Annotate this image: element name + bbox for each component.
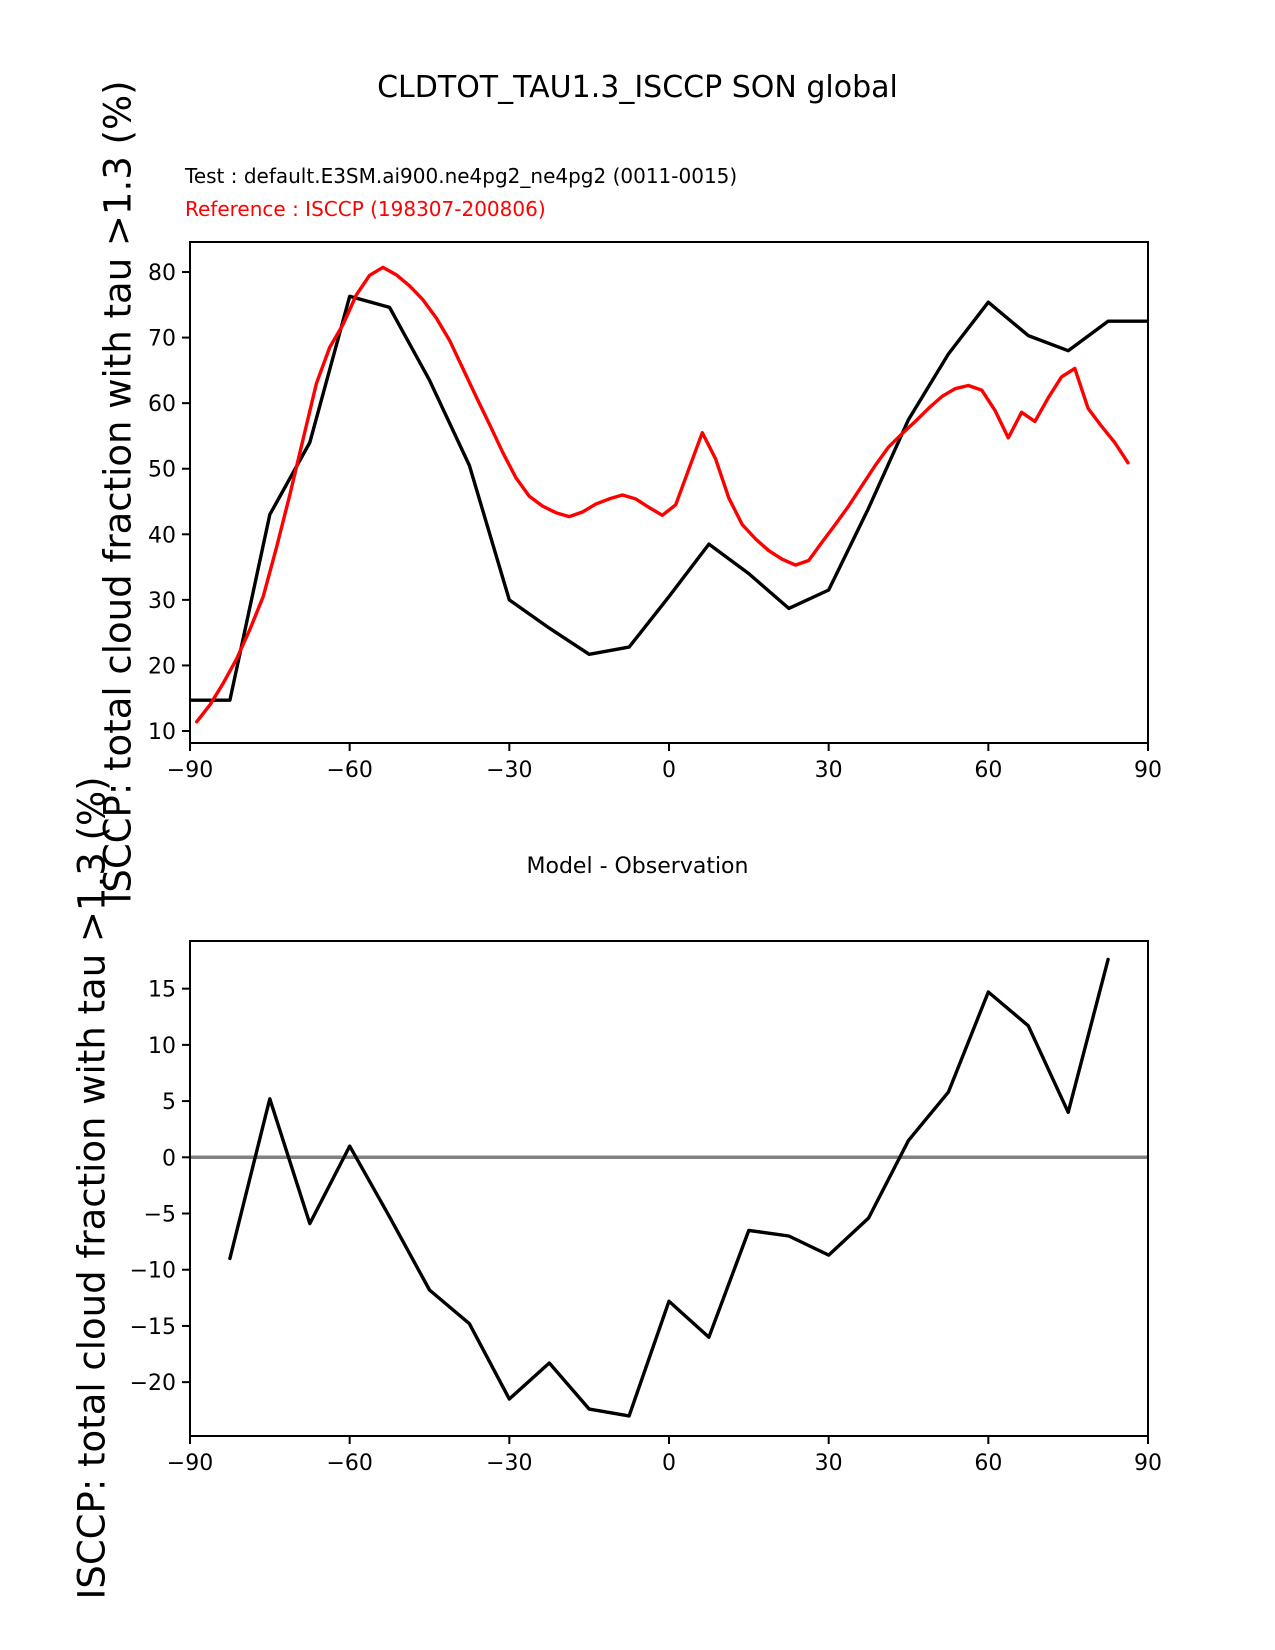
plot-area-diff [190,959,1148,1416]
test-run-label: Test : default.E3SM.ai900.ne4pg2_ne4pg2 (0011-0015) [185,164,738,188]
y-tick-label: 70 [148,326,176,352]
test-model-line [190,296,1148,700]
y-tick-label: 20 [148,654,176,680]
x-tick-label: −30 [486,758,533,783]
y-tick-label: 15 [148,977,176,1003]
x-tick-label: −90 [166,758,214,783]
y-tick-label: 40 [148,523,176,549]
difference-line [230,959,1108,1416]
x-tick-label: 90 [1134,1451,1162,1476]
x-tick-label: 90 [1134,758,1162,783]
y-tick-label: 60 [148,392,176,418]
y-tick-label: 10 [148,1033,176,1059]
plot-title: CLDTOT_TAU1.3_ISCCP SON global [377,70,898,105]
y-tick-label: 0 [162,1146,176,1172]
x-tick-label: −30 [486,1451,533,1476]
x-tick-label: −60 [326,758,373,783]
x-tick-label: −90 [166,1451,214,1476]
top-y-axis-label: ISCCP: total cloud fraction with tau >1.3 (%) [96,80,140,904]
x-tick-label: 30 [814,1451,843,1476]
y-tick-label: −15 [129,1314,176,1340]
reference-label: Reference : ISCCP (198307-200806) [185,197,546,221]
x-tick-label: 60 [974,758,1003,783]
y-tick-label: −10 [129,1258,176,1284]
y-tick-label: −5 [143,1202,176,1228]
x-tick-label: 60 [974,1451,1003,1476]
x-tick-label: −60 [326,1451,373,1476]
x-tick-label: 30 [814,758,843,783]
reference-obs-line [197,267,1128,721]
y-tick-label: 80 [148,261,176,287]
x-tick-label: 0 [662,1451,676,1476]
plot-area-main [190,267,1148,721]
y-tick-label: 50 [148,457,176,483]
bottom-y-axis-label: ISCCP: total cloud fraction with tau >1.3 (%) [70,776,114,1600]
y-tick-label: −20 [129,1371,176,1397]
y-tick-label: 10 [148,720,176,746]
y-tick-label: 30 [148,588,176,614]
y-tick-label: 5 [162,1090,176,1116]
diff-plot-title: Model - Observation [526,854,749,879]
x-tick-label: 0 [662,758,676,783]
axes-spines [190,941,1148,1436]
